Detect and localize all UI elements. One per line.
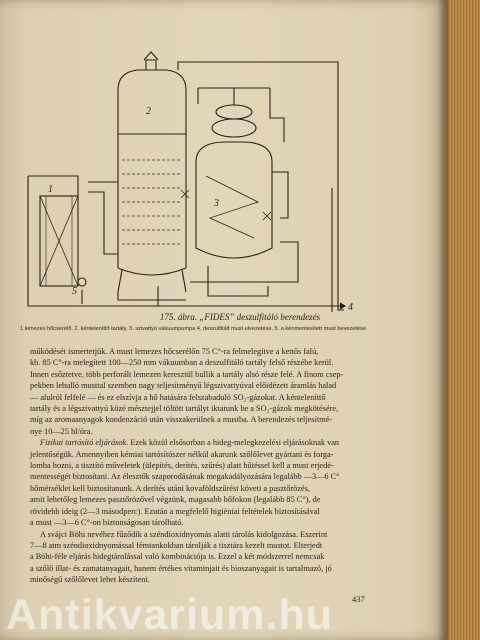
desulfiting-apparatus-diagram (18, 42, 360, 320)
text-line: a must —3—6 C°-on biztonságosan tárolható. (30, 518, 184, 528)
text-line: rövidebb ideig (2—3 másodperc). Ezután a megfelelő higiéniai feltételek biztosításával (30, 506, 320, 516)
text-line: A svájci Böhi nevéhez fűződik a széndioxidnyomás alatti tárolás kidolgozása. Eszerint (40, 529, 328, 539)
text-line: — alulról felfelé — és ez elszívja a hő hatására felszabaduló SO₂-gázokat. A kénteleníttő (30, 392, 326, 402)
text-line: tartály és a légszivattyú közé mésztejjel töltött tartályt iktatunk be a SO₂-gázok megkötésére, (30, 404, 339, 414)
text-line: jelentőségük. Amennyiben kémiai tartósítószer nélkül akarunk szőlőlevet gyártani és forga- (30, 449, 334, 459)
section-paragraph (30, 437, 376, 448)
text-line: minőségű szőlőlevet lehet készíteni. (30, 575, 150, 585)
figure-legend: 1 lemezes hőcserélő, 2. kénteleníttő tartály, 3. szivattyú vákuumpumpa 4. deszulfitált must elvezetése, 5. a kénmentesített must bevezetése (20, 326, 366, 332)
text-line: kb. 85 C°-ra melegített 100—250 mm vákuumban a deszulfitáló tartály felső részébe kerül. (30, 358, 334, 368)
text-line: amit lehetőleg lemezes pasztőrözővel végzünk, magasabb hőfokon (legalább 85 C°), de (30, 495, 321, 505)
label-pump: 5 (72, 286, 77, 297)
figure-caption (0, 312, 480, 322)
text-line: mentességét biztosítani. Az élesztők szaporodásának megakadályozására legalább —3—6 C° (30, 472, 340, 482)
pump-symbol (78, 278, 86, 286)
label-column: 2 (146, 106, 151, 117)
figure-title: „FIDES” deszulfitáló berendezés (199, 312, 321, 322)
text-line: míg az aromaanyagok kondenzáció után visszakerülnek a mustba. A berendezés teljesítmé- (30, 415, 333, 425)
text-line: 7—8 atm széndioxidnyomással fémtankokban tárolják a tisztára kezelt mustot. Elterjedt (30, 540, 323, 550)
text-line: Innen esőztetve, több perforált lemezen keresztül bullik a tartály alsó része felé. A finom csep- (30, 369, 344, 379)
label-separator: 3 (214, 198, 219, 209)
text-line: Ezek közül elsősorban a hideg-melegkezelési eljárásoknak van (128, 438, 340, 448)
text-line: hőmérséklet kell biztosítanunk. A derítés utáni kovaföldszűrést követi a pasztőrözés, (30, 483, 310, 493)
watermark: Antikvarium.hu (6, 591, 333, 639)
text-line: a szőlő illat- és zamatanyagait, hanem értékes vitaminjait és bioszanyagait is tartalmazó, jó (30, 563, 332, 573)
text-line: pekben lehulló musttal szemben nagy teljesítményű légszivattyúval előidézett áramlás halad (30, 381, 337, 391)
label-heat-exchanger: 1 (48, 184, 53, 195)
page-number: 437 (352, 594, 365, 604)
body-text (30, 346, 376, 586)
text-line: nye 10—25 hl/óra. (30, 426, 93, 436)
text-line: a Böhi-féle eljárás hidegtárolással való kombinációja is. Ezzel a két módszerrel nemcsak (30, 552, 325, 562)
text-line: lomba hozni, a tisztító műveletek (ülepítés, derítés, szűrés) alatt hűtéssel kell a must erjedé- (30, 461, 334, 471)
figure-number: 175. ábra. (159, 312, 198, 322)
label-outlet: 4 (348, 302, 353, 313)
section-heading: Fizikai tartósító eljárások. (40, 438, 129, 448)
separator-vessel (196, 142, 272, 258)
text-line: működését ismertetjük. A must lemezes hőcserélőn 75 C°-ra felmelegítve a kettős falú, (30, 347, 319, 356)
